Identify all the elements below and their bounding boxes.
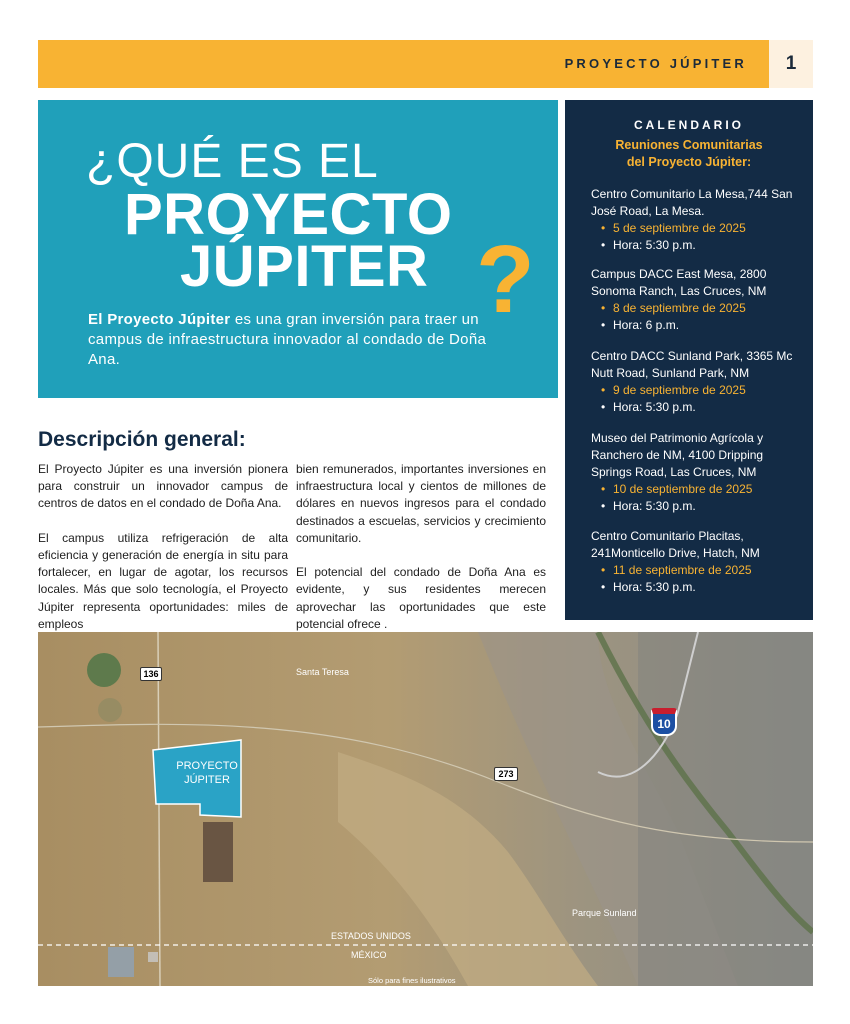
- overview-column-1: [38, 461, 288, 650]
- parque-sunland-label: Parque Sunland: [572, 908, 637, 918]
- event-place: Centro DACC Sunland Park, 3365 Mc Nutt Road, Sunland Park, NM: [591, 349, 793, 380]
- header-bar: [38, 40, 769, 88]
- event-hour: Hora: 6 p.m.: [613, 318, 680, 332]
- event-hour: Hora: 5:30 p.m.: [613, 400, 696, 414]
- event-place: Museo del Patrimonio Agrícola y Ranchero de NM, 4100 Dripping Springs Road, Las Cruces, NM: [591, 431, 764, 479]
- event-hour: Hora: 5:30 p.m.: [613, 580, 696, 594]
- bullet-icon: •: [601, 499, 606, 513]
- event-date: 8 de septiembre de 2025: [613, 301, 746, 315]
- interstate-10-shield: 10: [651, 708, 677, 736]
- calendar-event: [591, 528, 801, 596]
- hero-line-1: ¿QUÉ ES EL: [86, 135, 379, 188]
- map-image: [38, 632, 813, 986]
- event-place: Centro Comunitario La Mesa,744 San José Road, La Mesa.: [591, 187, 793, 218]
- hero-question-mark: ?: [476, 226, 535, 333]
- hero-description-bold: El Proyecto Júpiter: [88, 311, 231, 328]
- calendar-subtitle: [565, 137, 813, 171]
- calendar-panel: [565, 100, 813, 620]
- site-label-line-2: JÚPITER: [184, 774, 230, 786]
- santa-teresa-label: Santa Teresa: [296, 667, 349, 677]
- event-date: 9 de septiembre de 2025: [613, 383, 746, 397]
- bullet-icon: •: [601, 318, 606, 332]
- hero-line-3: JÚPITER: [180, 234, 429, 299]
- hero-panel: [38, 100, 558, 398]
- calendar-event: [591, 266, 801, 334]
- overview-paragraph: El campus utiliza refrigeración de alta eficiencia y generación de energía in situ para fortalecer, en lugar de agotar, los recursos locales. Más que solo tecnología, el Proyecto Júpiter representa oportunidades: miles de empleos: [38, 530, 288, 631]
- calendar-event: [591, 348, 801, 416]
- calendar-subtitle-line-1: Reuniones Comunitarias: [615, 138, 763, 152]
- overview-heading: Descripción general:: [38, 428, 246, 451]
- bullet-icon: •: [601, 563, 606, 577]
- page-number: 1: [769, 40, 813, 88]
- hero-description-rest: es una gran inversión para traer un campus de infraestructura innovador al condado de Doña Ana.: [88, 311, 487, 368]
- bullet-icon: •: [601, 482, 606, 496]
- overview-paragraph: El Proyecto Júpiter es una inversión pionera para construir un innovador campus de centros de datos en el condado de Doña Ana.: [38, 462, 288, 511]
- project-site-label: [164, 759, 250, 787]
- event-date: 5 de septiembre de 2025: [613, 221, 746, 235]
- satellite-map: [38, 632, 813, 986]
- site-label-line-1: PROYECTO: [176, 760, 238, 772]
- bullet-icon: •: [601, 238, 606, 252]
- road-273-shield: 273: [494, 767, 518, 781]
- bullet-icon: •: [601, 580, 606, 594]
- overview-column-2: [296, 461, 546, 650]
- road-136-shield: 136: [140, 667, 162, 681]
- event-hour: Hora: 5:30 p.m.: [613, 499, 696, 513]
- overview-paragraph: bien remunerados, importantes inversiones en infraestructura local y cientos de millones de dólares en nuevos ingresos para el condado destinados a escuelas, servicios y crecimiento comunitario.: [296, 462, 546, 545]
- event-date: 10 de septiembre de 2025: [613, 482, 753, 496]
- border-mx-label: MÉXICO: [351, 950, 387, 960]
- event-date: 11 de septiembre de 2025: [613, 563, 752, 577]
- header-title: PROYECTO JÚPITER: [564, 56, 747, 71]
- bullet-icon: •: [601, 221, 606, 235]
- overview-paragraph: El potencial del condado de Doña Ana es evidente, y sus residentes merecen aprovechar las oportunidades que este potencial ofrece .: [296, 565, 546, 631]
- calendar-event: [591, 430, 801, 515]
- calendar-heading: CALENDARIO: [634, 118, 744, 132]
- bullet-icon: •: [601, 301, 606, 315]
- hero-line-2: PROYECTO: [124, 182, 453, 247]
- event-place: Campus DACC East Mesa, 2800 Sonoma Ranch, Las Cruces, NM: [591, 267, 767, 298]
- event-place: Centro Comunitario Placitas, 241Monticello Drive, Hatch, NM: [591, 529, 760, 560]
- calendar-event: [591, 186, 801, 254]
- bullet-icon: •: [601, 383, 606, 397]
- event-hour: Hora: 5:30 p.m.: [613, 238, 696, 252]
- hero-description: [88, 310, 488, 370]
- map-disclaimer: Sólo para fines ilustrativos: [368, 976, 456, 985]
- calendar-subtitle-line-2: del Proyecto Júpiter:: [626, 155, 752, 169]
- border-us-label: ESTADOS UNIDOS: [331, 931, 411, 941]
- bullet-icon: •: [601, 400, 606, 414]
